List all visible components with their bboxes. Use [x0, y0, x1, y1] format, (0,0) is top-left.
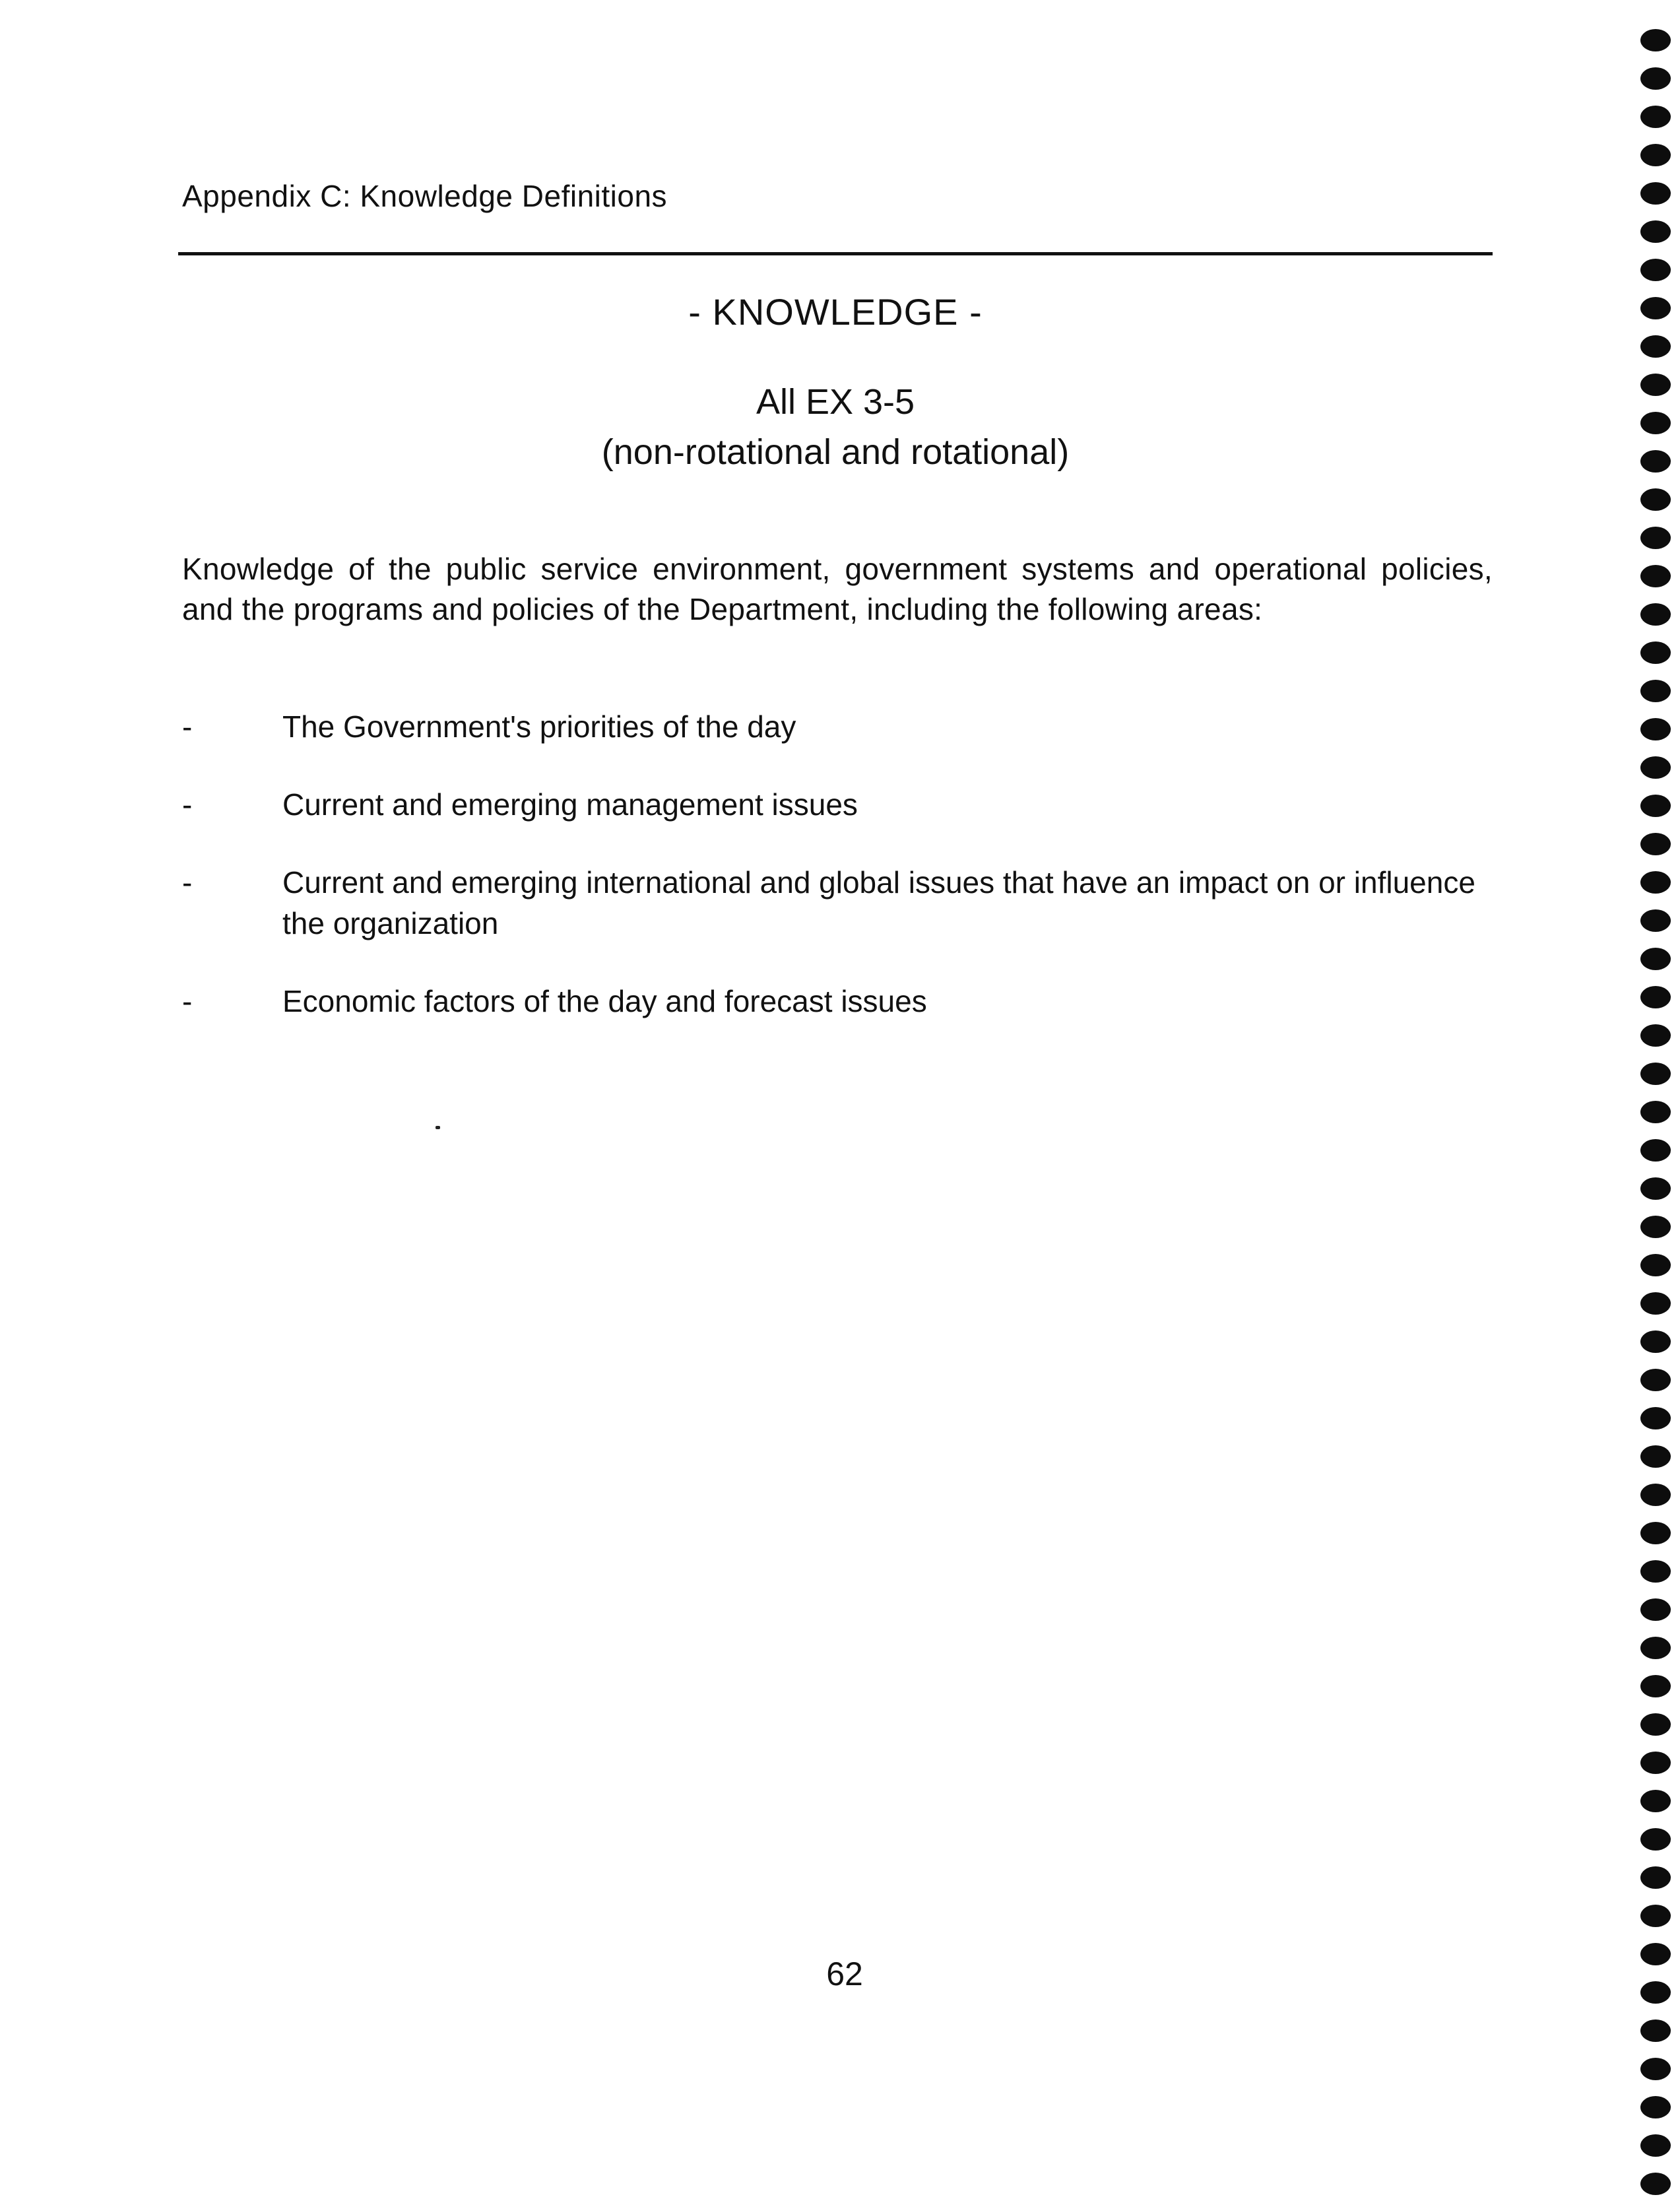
bullet-text: The Government's priorities of the day	[282, 709, 796, 744]
section-subtitle-line1: All EX 3-5	[756, 382, 915, 422]
binding-hole	[1640, 948, 1671, 970]
running-header: Appendix C: Knowledge Definitions	[182, 179, 668, 213]
list-item	[182, 706, 1493, 747]
list-item	[182, 784, 1493, 825]
binding-hole	[1640, 1866, 1671, 1889]
binding-hole	[1640, 1292, 1671, 1315]
binding-hole	[1640, 488, 1671, 511]
bullet-text: Economic factors of the day and forecast issues	[282, 984, 927, 1018]
binding-hole	[1640, 680, 1671, 702]
binding-hole	[1640, 259, 1671, 281]
binding-hole	[1640, 871, 1671, 894]
binding-hole	[1640, 1407, 1671, 1429]
binding-hole	[1640, 795, 1671, 817]
binding-hole	[1640, 450, 1671, 473]
binding-hole	[1640, 603, 1671, 626]
header-rule	[178, 252, 1493, 255]
binding-hole	[1640, 144, 1671, 166]
scan-speck	[436, 1126, 440, 1129]
binding-hole	[1640, 565, 1671, 587]
binding-hole	[1640, 756, 1671, 779]
binding-hole	[1640, 1484, 1671, 1506]
binding-hole	[1640, 1522, 1671, 1544]
binding-hole	[1640, 986, 1671, 1008]
binding-hole	[1640, 1560, 1671, 1583]
bullet-marker: -	[182, 787, 193, 822]
section-title: - KNOWLEDGE -	[688, 291, 983, 333]
binding-hole	[1640, 1905, 1671, 1927]
binding-hole	[1640, 1330, 1671, 1353]
bullet-marker: -	[182, 984, 193, 1018]
binding-hole	[1640, 909, 1671, 932]
binding-hole	[1640, 1598, 1671, 1621]
binding-hole	[1640, 220, 1671, 243]
bullet-text: Current and emerging management issues	[282, 787, 858, 822]
binding-hole	[1640, 2096, 1671, 2118]
list-item	[182, 981, 1493, 1022]
binding-hole	[1640, 527, 1671, 549]
binding-hole	[1640, 2019, 1671, 2042]
binding-hole	[1640, 1790, 1671, 1812]
binding-hole	[1640, 1216, 1671, 1238]
binding-hole	[1640, 106, 1671, 128]
binding-hole	[1640, 833, 1671, 855]
binding-hole	[1640, 29, 1671, 51]
binding-holes	[1635, 0, 1680, 2199]
binding-hole	[1640, 374, 1671, 396]
binding-hole	[1640, 641, 1671, 664]
binding-hole	[1640, 1752, 1671, 1774]
binding-hole	[1640, 718, 1671, 740]
binding-hole	[1640, 1063, 1671, 1085]
binding-hole	[1640, 67, 1671, 90]
bullet-list	[182, 706, 1493, 1059]
binding-hole	[1640, 182, 1671, 205]
section-subtitle-line2: (non-rotational and rotational)	[601, 432, 1070, 472]
binding-hole	[1640, 1177, 1671, 1200]
binding-hole	[1640, 2134, 1671, 2157]
binding-hole	[1640, 1713, 1671, 1736]
binding-hole	[1640, 1637, 1671, 1659]
intro-paragraph: Knowledge of the public service environment, government systems and operational policies, and the programs and policies of the Department, including the following areas:	[182, 552, 1493, 626]
binding-hole	[1640, 335, 1671, 358]
page-number: 62	[826, 1955, 863, 1992]
binding-hole	[1640, 297, 1671, 319]
binding-hole	[1640, 2058, 1671, 2080]
binding-hole	[1640, 1254, 1671, 1276]
binding-hole	[1640, 1101, 1671, 1123]
bullet-marker: -	[182, 709, 193, 744]
binding-hole	[1640, 412, 1671, 434]
binding-hole	[1640, 1445, 1671, 1468]
binding-hole	[1640, 1675, 1671, 1697]
binding-hole	[1640, 1369, 1671, 1391]
bullet-text: Current and emerging international and global issues that have an impact on or influence the organization	[282, 865, 1475, 940]
binding-hole	[1640, 1139, 1671, 1162]
binding-hole	[1640, 2173, 1671, 2195]
binding-hole	[1640, 1981, 1671, 2004]
binding-hole	[1640, 1943, 1671, 1965]
bullet-marker: -	[182, 865, 193, 900]
list-item	[182, 862, 1493, 944]
binding-hole	[1640, 1828, 1671, 1851]
binding-hole	[1640, 1024, 1671, 1047]
